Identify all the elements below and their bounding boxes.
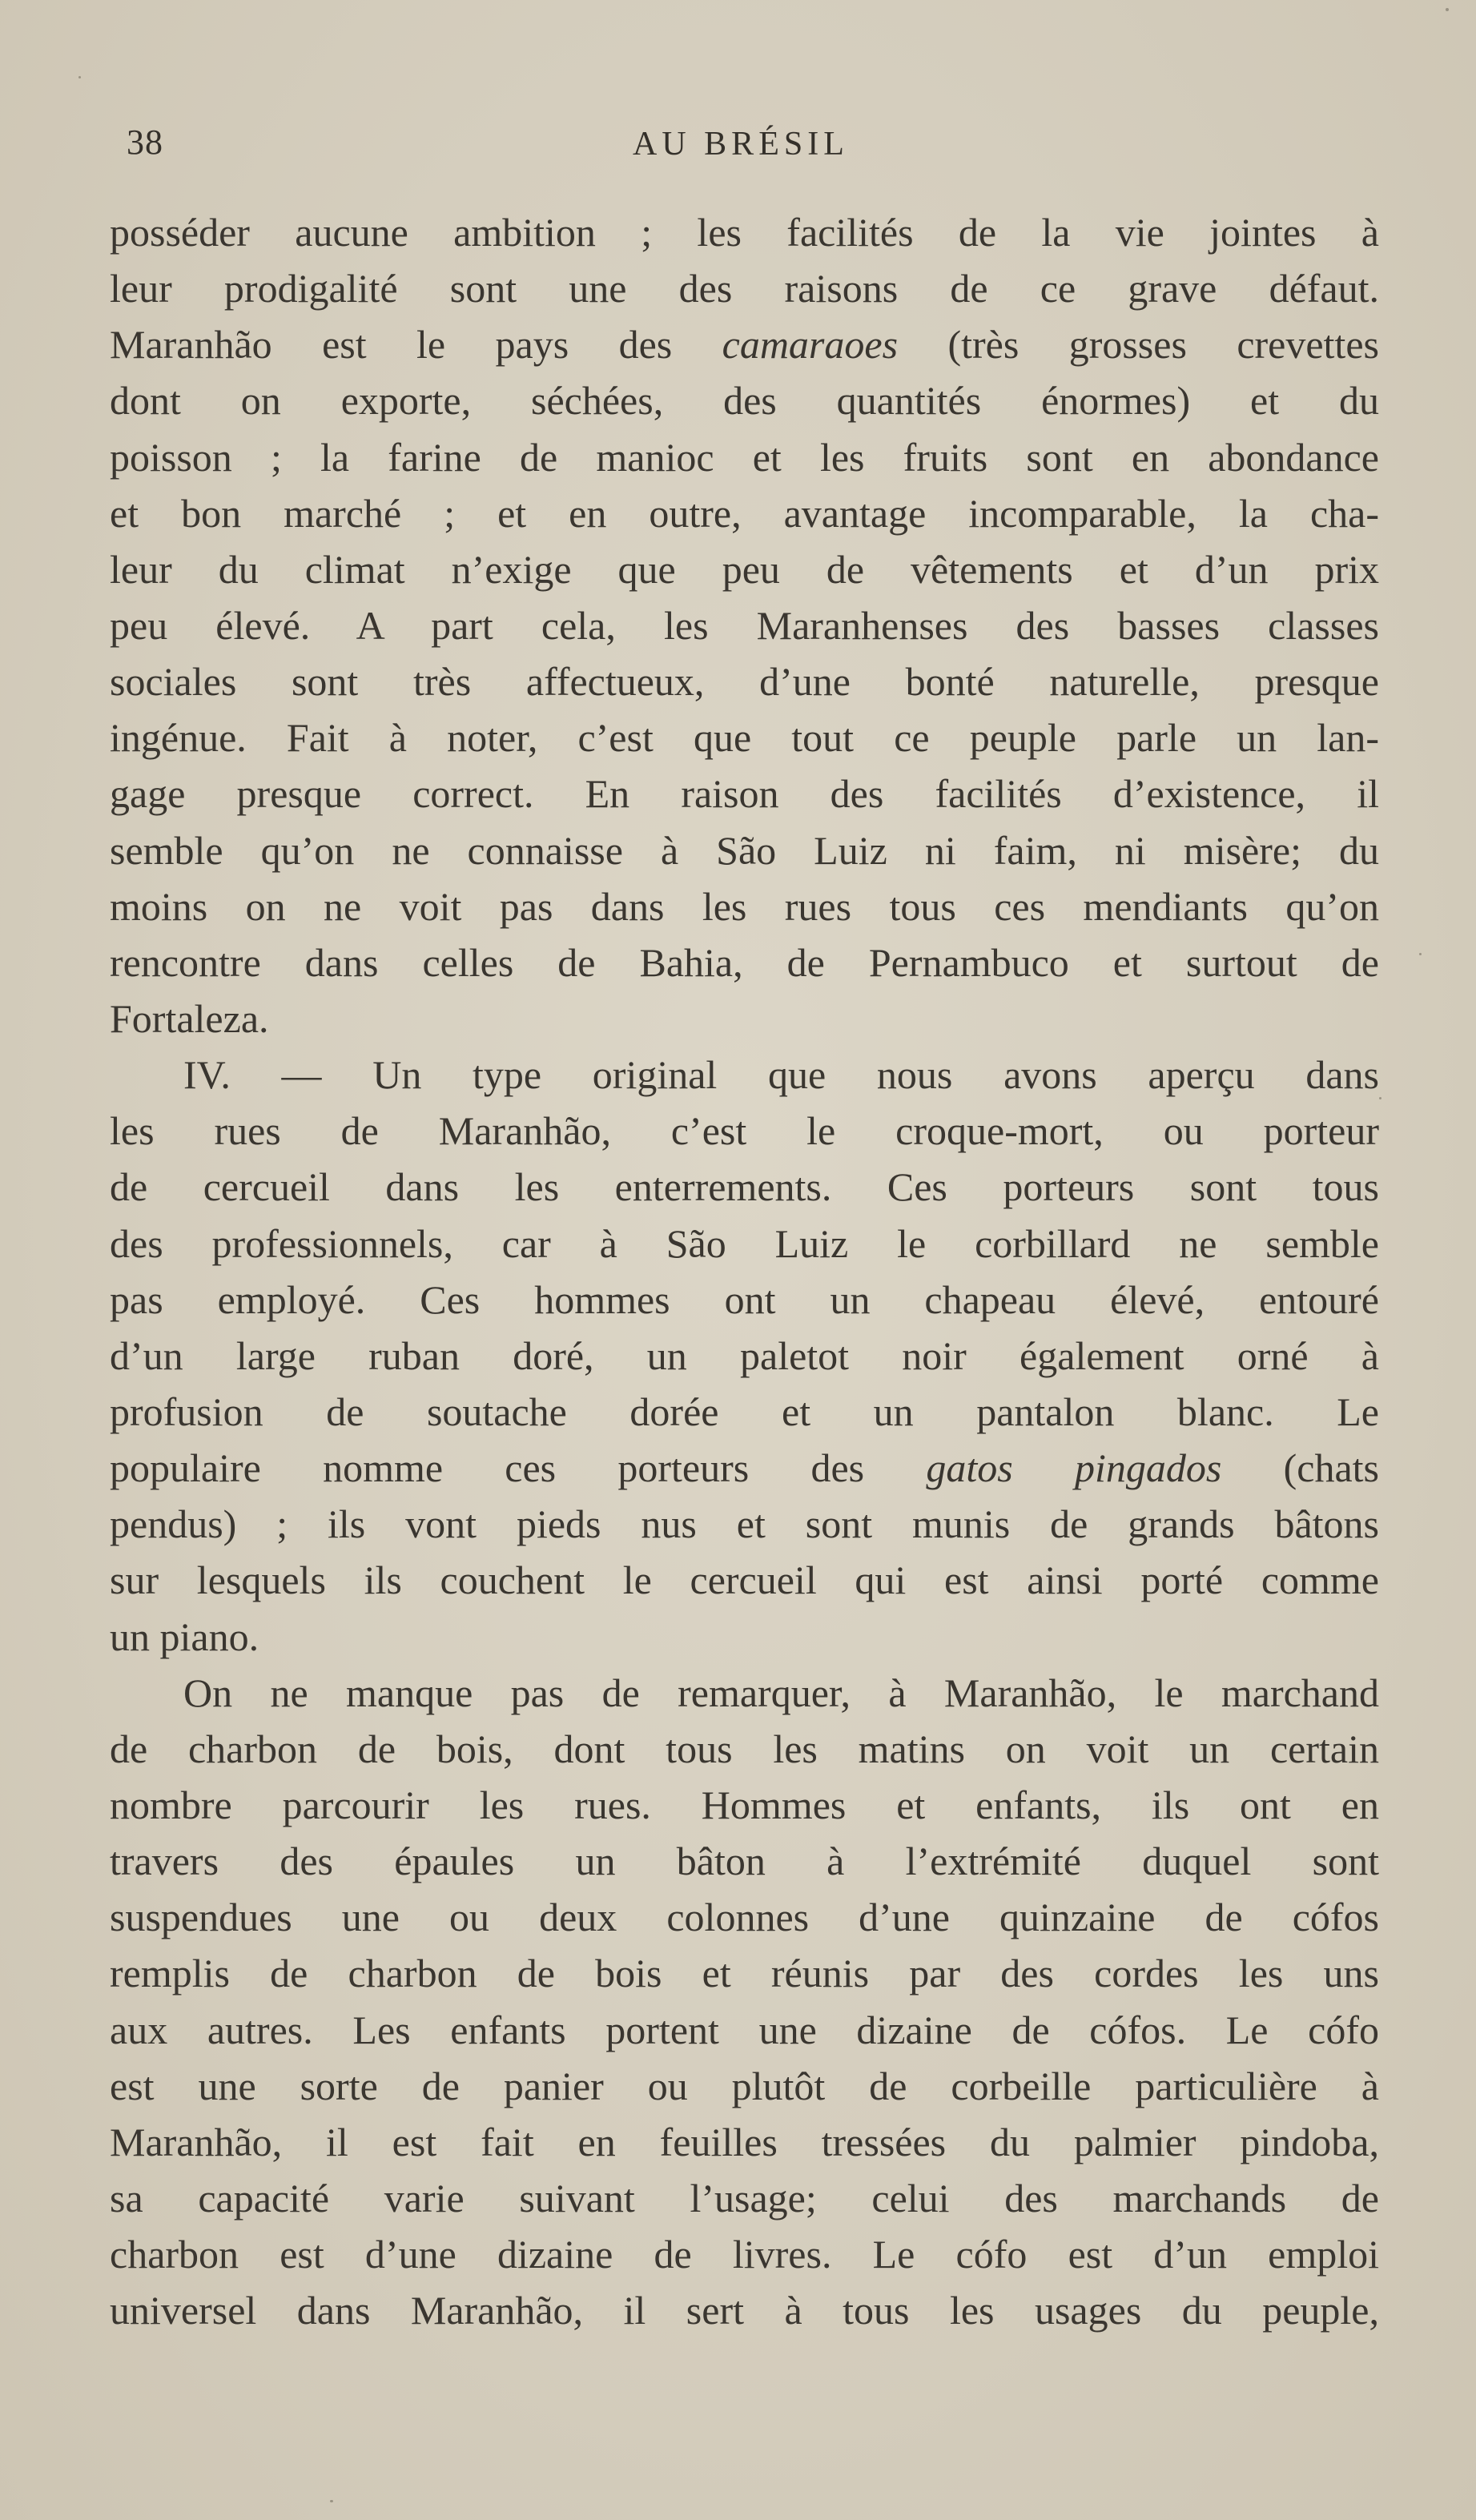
text-line: peu élevé. A part cela, les Maranhenses des basses classes	[110, 602, 1379, 648]
page-number: 38	[127, 123, 163, 162]
text-segment: Maranhão est le pays des	[110, 322, 722, 368]
text-line: leur prodigalité sont une des raisons de ce grave défaut.	[110, 266, 1379, 311]
text-line: remplis de charbon de bois et réunis par des cordes les uns	[110, 1951, 1379, 1996]
text-line: de cercueil dans les enterrements. Ces porteurs sont tous	[110, 1164, 1379, 1210]
text-line: est une sorte de panier ou plutôt de corbeille particulière à	[110, 2063, 1379, 2108]
text-line: d’un large ruban doré, un paletot noir également orné à	[110, 1332, 1379, 1378]
running-title: AU BRÉSIL	[633, 126, 849, 163]
text-line: suspendues une ou deux colonnes d’une quinzaine de cófos	[110, 1895, 1379, 1940]
text-line: rencontre dans celles de Bahia, de Pernambuco et surtout de	[110, 939, 1379, 985]
text-line: un piano.	[110, 1614, 259, 1659]
text-line: poisson ; la farine de manioc et les fruits sont en abondance	[110, 434, 1379, 480]
text-line: nombre parcourir les rues. Hommes et enfants, ils ont en	[110, 1782, 1379, 1827]
text-line: moins on ne voit pas dans les rues tous ces mendiants qu’on	[110, 883, 1379, 929]
text-line: les rues de Maranhão, c’est le croque-mort, ou porteur	[110, 1108, 1379, 1154]
text-line: On ne manque pas de remarquer, à Maranhão, le marchand	[183, 1670, 1379, 1715]
text-segment: populaire nomme ces porteurs des	[110, 1445, 927, 1491]
text-line: ingénue. Fait à noter, c’est que tout ce peuple parle un lan-	[110, 715, 1379, 761]
text-line: pas employé. Ces hommes ont un chapeau élevé, entouré	[110, 1276, 1379, 1322]
text-line: Maranhão, il est fait en feuilles tressées du palmier pindoba,	[110, 2119, 1379, 2164]
text-line	[110, 316, 1379, 372]
text-line: charbon est d’une dizaine de livres. Le cófo est d’un emploi	[110, 2232, 1379, 2277]
italic-term: camaraoes	[722, 322, 899, 368]
body-text	[110, 204, 1379, 2338]
text-line: pendus) ; ils vont pieds nus et sont munis de grands bâtons	[110, 1501, 1379, 1547]
text-line: gage presque correct. En raison des facilités d’existence, il	[110, 771, 1379, 817]
text-line: posséder aucune ambition ; les facilités de la vie jointes à	[110, 210, 1379, 255]
text-line: universel dans Maranhão, il sert à tous les usages du peuple,	[110, 2288, 1379, 2333]
text-line: semble qu’on ne connaisse à São Luiz ni faim, ni misère; du	[110, 827, 1379, 873]
running-head	[120, 122, 1377, 178]
text-line: profusion de soutache dorée et un pantalon blanc. Le	[110, 1389, 1379, 1434]
text-line: de charbon de bois, dont tous les matins on voit un certain	[110, 1726, 1379, 1771]
text-line: travers des épaules un bâton à l’extrémité duquel sont	[110, 1839, 1379, 1884]
text-line	[110, 1440, 1379, 1496]
text-segment: (très grosses crevettes	[898, 322, 1379, 368]
text-line: sociales sont très affectueux, d’une bonté naturelle, presque	[110, 659, 1379, 705]
text-segment: (chats	[1221, 1445, 1379, 1491]
text-line: IV. — Un type original que nous avons aperçu dans	[183, 1052, 1379, 1098]
text-line: dont on exporte, séchées, des quantités énormes) et du	[110, 378, 1379, 424]
text-line: aux autres. Les enfants portent une dizaine de cófos. Le cófo	[110, 2007, 1379, 2052]
text-line: des professionnels, car à São Luiz le corbillard ne semble	[110, 1220, 1379, 1266]
text-line: Fortaleza.	[110, 995, 269, 1041]
text-line: et bon marché ; et en outre, avantage incomparable, la cha-	[110, 490, 1379, 536]
text-line: sa capacité varie suivant l’usage; celui des marchands de	[110, 2175, 1379, 2221]
text-line: sur lesquels ils couchent le cercueil qui est ainsi porté comme	[110, 1557, 1379, 1603]
italic-term: gatos pingados	[926, 1445, 1222, 1491]
text-line: leur du climat n’exige que peu de vêtements et d’un prix	[110, 546, 1379, 592]
